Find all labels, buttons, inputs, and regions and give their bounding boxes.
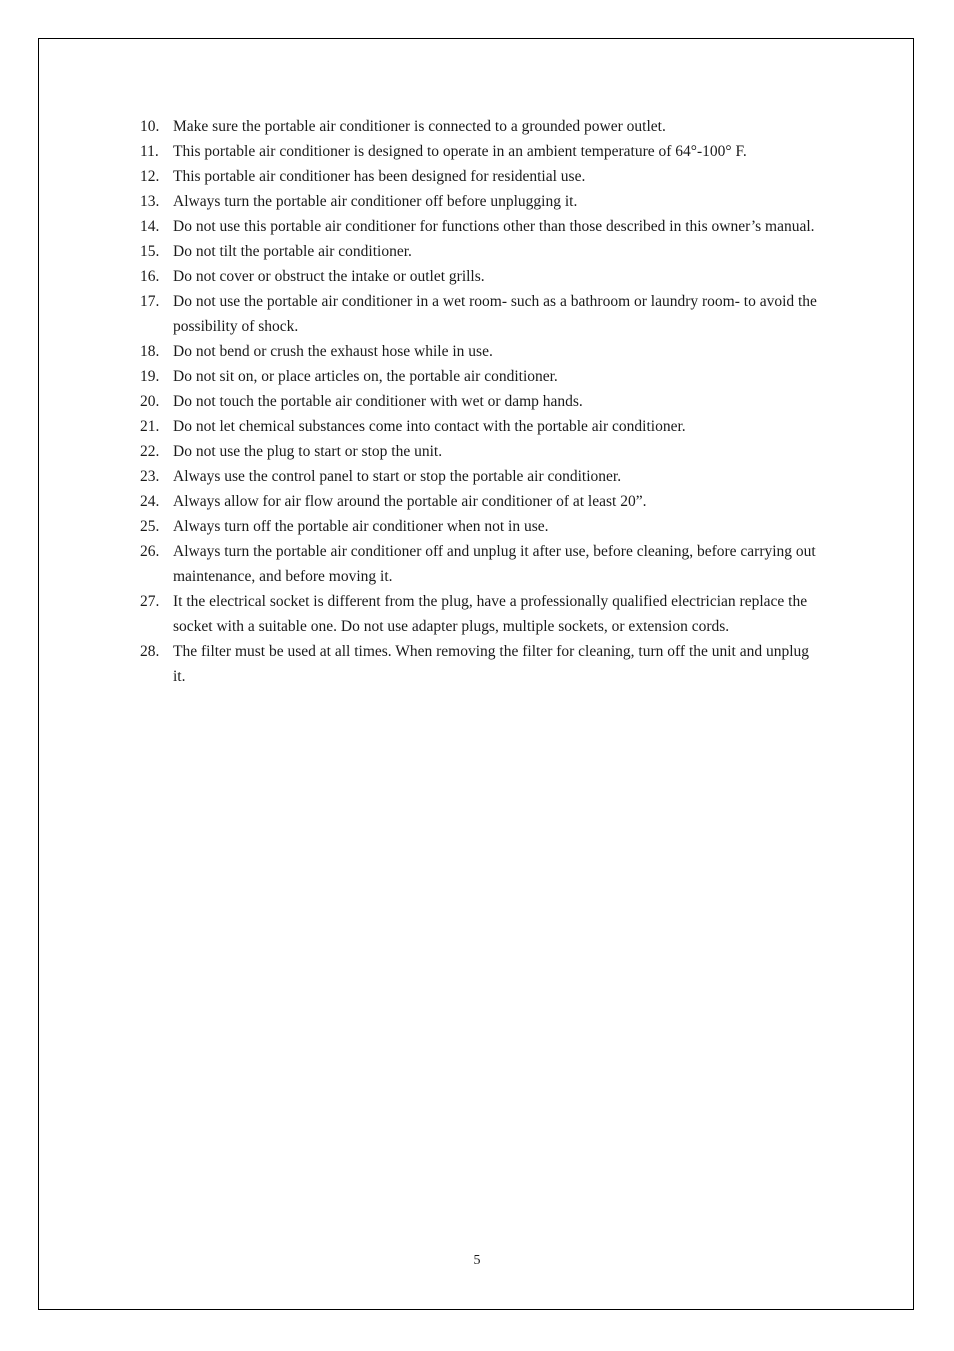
- list-item: [140, 139, 820, 164]
- item-text: Always allow for air flow around the portable air conditioner of at least 20”.: [173, 493, 647, 510]
- list-item: [140, 289, 820, 339]
- item-number: 24.: [140, 493, 160, 510]
- item-number: 27.: [140, 593, 160, 610]
- item-text: Do not use this portable air conditioner for functions other than those described in this owner’s manual.: [173, 218, 815, 235]
- item-text: Do not use the plug to start or stop the unit.: [173, 443, 443, 460]
- item-number: 26.: [140, 543, 160, 560]
- item-number: 18.: [140, 343, 160, 360]
- item-number: 19.: [140, 368, 160, 385]
- list-item: [140, 514, 820, 539]
- item-text: Make sure the portable air conditioner is connected to a grounded power outlet.: [173, 118, 666, 135]
- item-text: Do not sit on, or place articles on, the portable air conditioner.: [173, 368, 558, 385]
- item-text: The filter must be used at all times. When removing the filter for cleaning, turn off the unit and unplug it.: [173, 643, 810, 685]
- list-item: [140, 339, 820, 364]
- item-text: Do not tilt the portable air conditioner.: [173, 243, 412, 260]
- list-item: [140, 214, 820, 239]
- item-text: Do not touch the portable air conditioner with wet or damp hands.: [173, 393, 583, 410]
- list-item: [140, 464, 820, 489]
- list-item: [140, 239, 820, 264]
- list-item: [140, 389, 820, 414]
- item-text: Always turn off the portable air conditioner when not in use.: [173, 518, 549, 535]
- item-number: 20.: [140, 393, 160, 410]
- item-number: 16.: [140, 268, 160, 285]
- item-text: This portable air conditioner has been designed for residential use.: [173, 168, 586, 185]
- item-number: 11.: [140, 143, 159, 160]
- item-number: 17.: [140, 293, 160, 310]
- safety-instructions-list: [140, 114, 820, 689]
- list-item: [140, 414, 820, 439]
- item-text: This portable air conditioner is designed to operate in an ambient temperature of 64°-100° F.: [173, 143, 747, 160]
- item-number: 22.: [140, 443, 160, 460]
- item-text: Always turn the portable air conditioner off and unplug it after use, before cleaning, before carrying out maintenance, and before moving it.: [173, 543, 816, 585]
- item-number: 12.: [140, 168, 160, 185]
- item-number: 23.: [140, 468, 160, 485]
- item-text: It the electrical socket is different from the plug, have a professionally qualified electrician replace the socket with a suitable one. Do not use adapter plugs, multiple sockets, or extension cords.: [173, 593, 808, 635]
- list-item: [140, 364, 820, 389]
- list-item: [140, 189, 820, 214]
- item-number: 14.: [140, 218, 160, 235]
- item-text: Do not use the portable air conditioner in a wet room- such as a bathroom or laundry room- to avoid the possibility of shock.: [173, 293, 817, 335]
- item-number: 10.: [140, 118, 160, 135]
- list-item: [140, 164, 820, 189]
- item-text: Always use the control panel to start or stop the portable air conditioner.: [173, 468, 622, 485]
- list-item: [140, 589, 820, 639]
- item-number: 13.: [140, 193, 160, 210]
- list-item: [140, 539, 820, 589]
- item-number: 25.: [140, 518, 160, 535]
- item-number: 15.: [140, 243, 160, 260]
- item-text: Always turn the portable air conditioner off before unplugging it.: [173, 193, 578, 210]
- list-item: [140, 489, 820, 514]
- page-number: 5: [473, 1253, 481, 1268]
- item-number: 28.: [140, 643, 160, 660]
- list-item: [140, 639, 820, 689]
- list-item: [140, 439, 820, 464]
- list-item: [140, 264, 820, 289]
- item-number: 21.: [140, 418, 160, 435]
- item-text: Do not cover or obstruct the intake or outlet grills.: [173, 268, 485, 285]
- item-text: Do not bend or crush the exhaust hose while in use.: [173, 343, 493, 360]
- list-item: [140, 114, 820, 139]
- item-text: Do not let chemical substances come into contact with the portable air conditioner.: [173, 418, 686, 435]
